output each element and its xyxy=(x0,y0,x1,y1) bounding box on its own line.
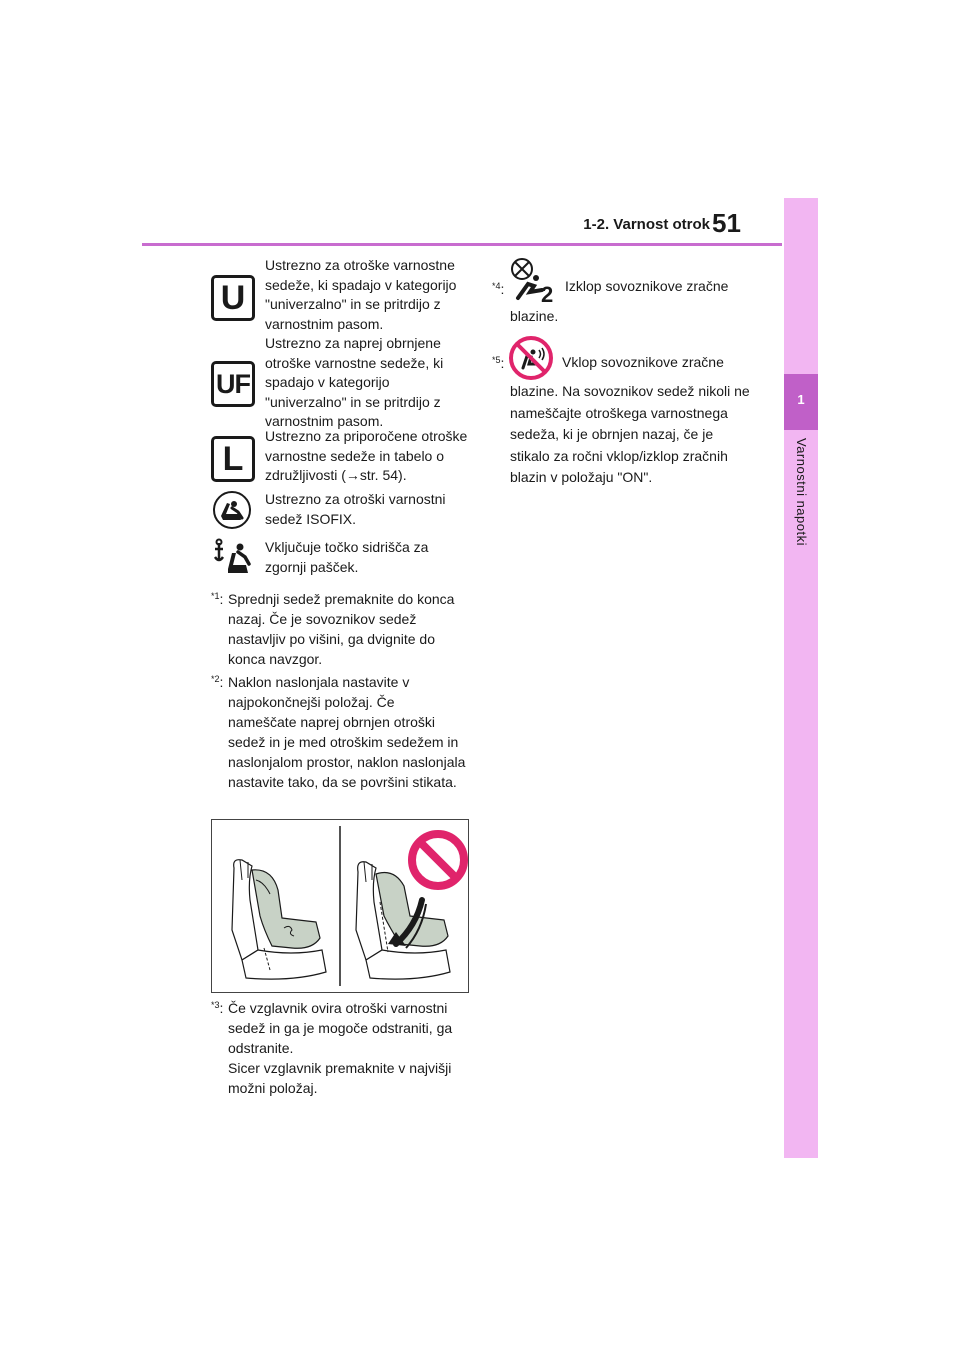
note-5-marker-wrap: $^{*5}$: xyxy=(492,355,505,371)
airbag-off-icon xyxy=(508,256,560,304)
section-title: 1-2. Varnost otrok xyxy=(583,216,710,233)
note-5-marker: *5 xyxy=(492,355,501,365)
airbag-on-prohibited-icon xyxy=(507,334,555,382)
note-3-marker: *3 xyxy=(211,1000,220,1010)
note-2-text: Naklon naslonjala nastavite v najpokončnejši položaj. Če nameščate naprej obrnjen otroški sedež in je med otroškim sedežem in naslonjalom prostor, naklon naslonjala nastavite tako, da se površini stikata. xyxy=(228,674,466,790)
note-3-text-1: Če vzglavnik ovira otroški varnostni sedež in ga je mogoče odstraniti, ga odstranite. xyxy=(228,1000,453,1056)
note-4-marker: *4 xyxy=(492,281,501,291)
listed-seat-symbol: L xyxy=(211,436,255,482)
legend-text-universal: Ustrezno za otroške varnostne sedeže, ki spadajo v kategorijo "univerzalno" in se pritrdijo z varnostnim pasom. xyxy=(265,257,457,332)
top-tether-icon xyxy=(212,537,256,577)
note-2-marker: *2 xyxy=(211,674,220,684)
chapter-title: Varnostni napotki xyxy=(794,438,809,546)
header-rule xyxy=(142,243,782,246)
legend-text-listed: Ustrezno za priporočene otroške varnostne sedeže in tabelo o združljivosti (→str. 54). xyxy=(265,428,468,483)
note-4-text-b: blazine. xyxy=(510,308,559,324)
svg-text:2: 2 xyxy=(541,282,554,304)
note-5-text-b: blazine. Na sovoznikov sedež nikoli ne nameščajte otroškega varnostnega sedeža, ki je obrnjen nazaj, če je stikalo za ročni vklop/izklop zračnih blazin v položaju "ON". xyxy=(510,383,750,485)
note-2: $^{*2}$: Naklon naslonjala nastavite v najpokončnejši položaj. Če nameščate naprej obrnjen otroški sedež in je med otroškim sedežem in naslonjalom prostor, naklon naslonjala nastavite tako, da se površini stikata. xyxy=(211,674,466,790)
note-3: $^{*3}$: Če vzglavnik ovira otroški varnostni sedež in ga je mogoče odstraniti, ga odstranite. Sicer vzglavnik premaknite v najvišji možni položaj. xyxy=(211,995,471,1098)
note-1-marker: *1 xyxy=(211,591,220,601)
note-4-text-a: Izklop sovoznikove zračne xyxy=(565,278,729,294)
chapter-side-tab xyxy=(784,198,818,1158)
note-1-text: Sprednji sedež premaknite do konca nazaj. Če je sovoznikov sedež nastavljiv po višini, ga dvignite do konca navzgor. xyxy=(228,591,455,667)
seat-adjustment-figure xyxy=(211,819,469,993)
note-5-text-a: Vklop sovoznikove zračne xyxy=(562,354,724,370)
universal-forward-symbol: UF xyxy=(211,361,255,407)
prohibition-icon xyxy=(412,834,464,886)
seat-left-drawing xyxy=(232,860,326,979)
note-3-text-2: Sicer vzglavnik premaknite v najvišji možni položaj. xyxy=(228,1060,452,1096)
note-4-marker-wrap: $^{*4}$: xyxy=(492,281,505,297)
chapter-number: 1 xyxy=(797,392,805,407)
legend-text-universal-forward: Ustrezno za naprej obrnjene otroške varnostne sedeže, ki spadajo v kategorijo "univerzalno" in se pritrdijo z varnostnim pasom. xyxy=(265,335,444,429)
legend-text-isofix: Ustrezno za otroški varnostni sedež ISOFIX. xyxy=(265,491,446,527)
page-number: 51 xyxy=(712,208,741,238)
isofix-icon xyxy=(212,490,252,530)
note-1: $^{*1}$: Sprednji sedež premaknite do konca nazaj. Če je sovoznikov sedež nastavljiv po višini, ga dvignite do konca navzgor. xyxy=(211,586,466,669)
universal-symbol: U xyxy=(211,275,255,321)
legend-text-top-tether: Vključuje točko sidrišča za zgornji pašček. xyxy=(265,539,429,575)
